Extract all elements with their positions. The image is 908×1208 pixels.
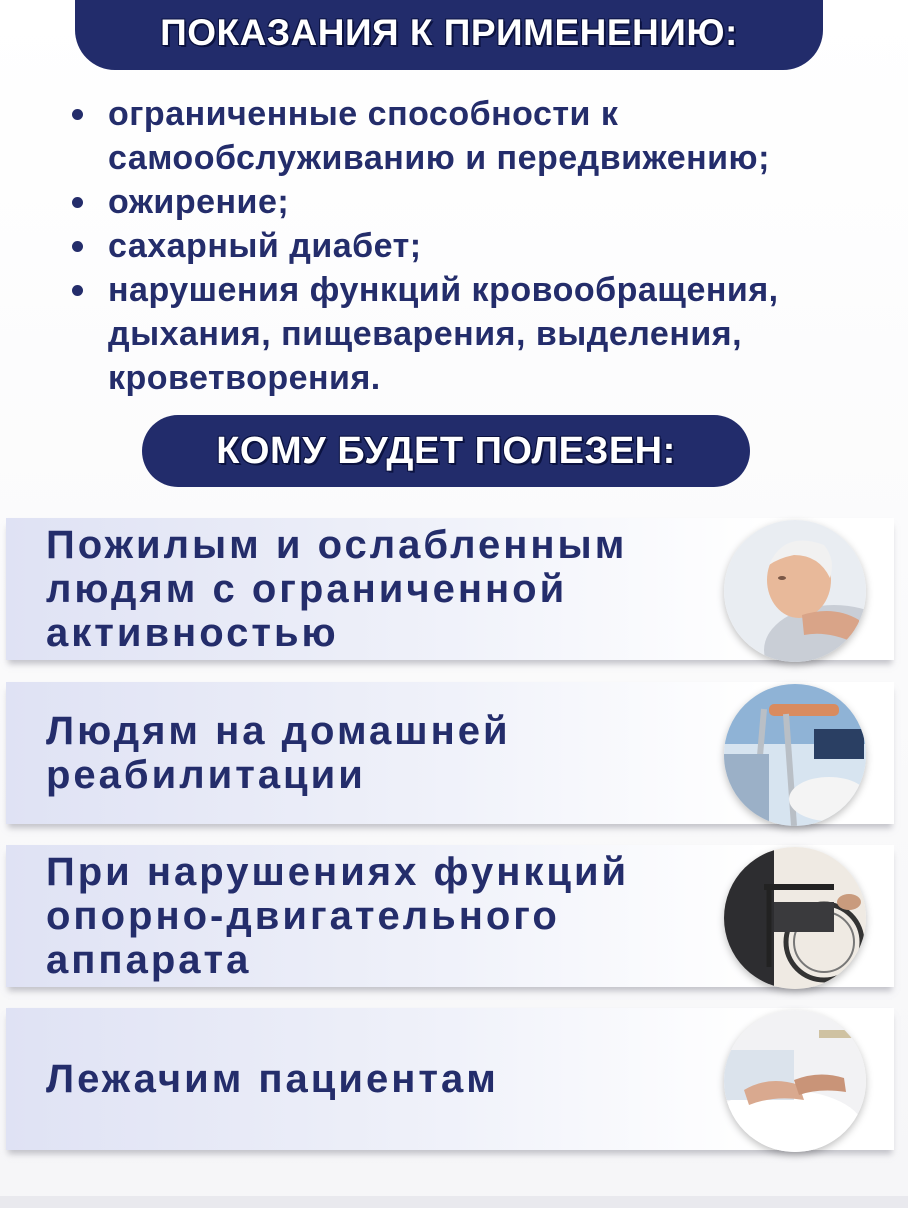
indications-list	[62, 92, 872, 400]
elderly-man-photo	[724, 520, 866, 662]
bedridden-patient-photo	[724, 1010, 866, 1152]
crutches-photo	[724, 684, 866, 826]
list-item: ограниченные способности к самообслуживанию и передвижению;	[62, 92, 872, 180]
audience-card-text: Лежачим пациентам	[46, 1057, 499, 1101]
list-item: нарушения функций кровообращения, дыхания, пищеварения, выделения, кроветворения.	[62, 268, 872, 400]
bullet-icon	[72, 285, 83, 296]
audience-card-rehab	[6, 682, 894, 824]
bullet-icon	[72, 109, 83, 120]
audience-card-elderly	[6, 518, 894, 660]
audience-card-text: Пожилым и ослабленным людям с ограниченной активностью	[46, 523, 628, 655]
bullet-icon	[72, 241, 83, 252]
useful-title: КОМУ БУДЕТ ПОЛЕЗЕН:	[142, 415, 750, 487]
audience-card-musculoskeletal	[6, 845, 894, 987]
audience-card-text: Людям на домашней реабилитации	[46, 709, 511, 797]
bullet-icon	[72, 197, 83, 208]
list-item: ожирение;	[62, 180, 872, 224]
audience-card-text: При нарушениях функций опорно-двигательного аппарата	[46, 850, 630, 982]
list-item: сахарный диабет;	[62, 224, 872, 268]
indications-title: ПОКАЗАНИЯ К ПРИМЕНЕНИЮ:	[75, 0, 823, 70]
audience-card-bedridden	[6, 1008, 894, 1150]
wheelchair-photo	[724, 847, 866, 989]
